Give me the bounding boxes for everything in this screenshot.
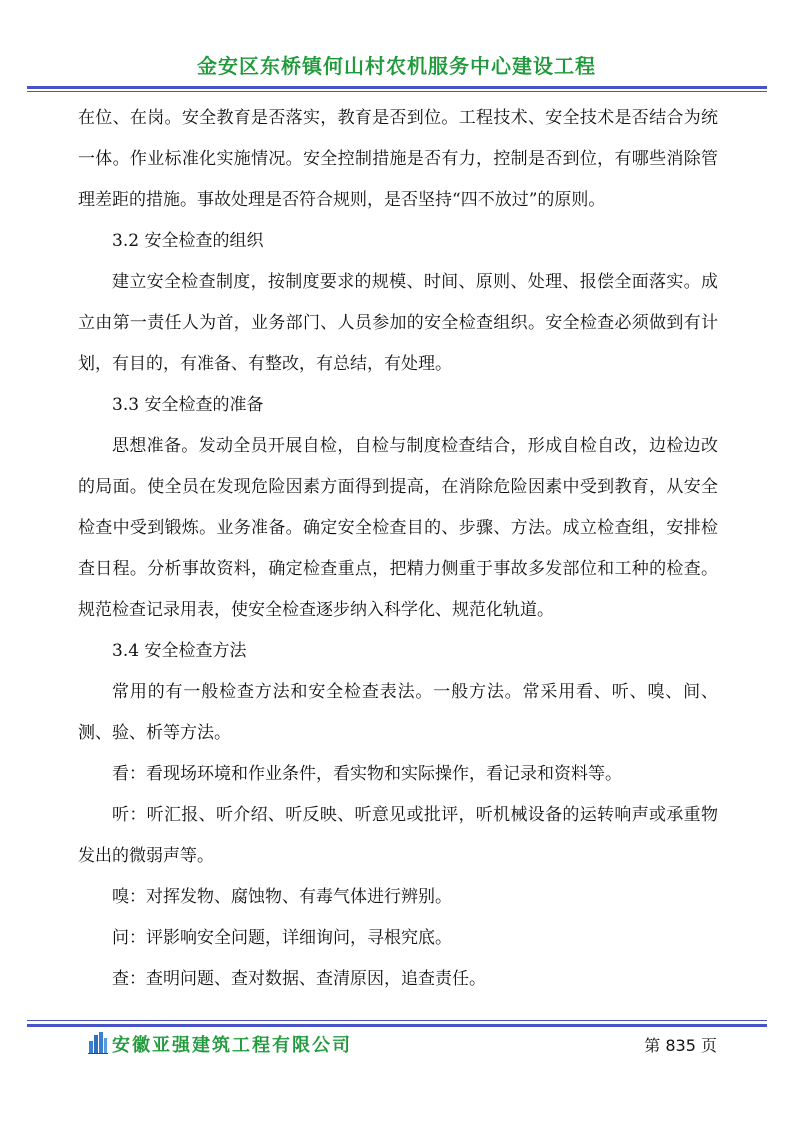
header-rule-thin <box>27 91 767 92</box>
paragraph-methods: 常用的有一般检查方法和安全检查表法。一般方法。常采用看、听、嗅、间、测、验、析等方法。 <box>78 682 718 743</box>
section-heading-3-3: 3.3 安全检查的准备 <box>112 395 264 415</box>
paragraph-look: 看：看现场环境和作业条件，看实物和实际操作，看记录和资料等。 <box>112 764 622 784</box>
building-logo-icon <box>88 1032 108 1054</box>
page-footer <box>0 1030 793 1060</box>
footer-rule-thick <box>27 1024 767 1027</box>
section-heading-3-4: 3.4 安全检查方法 <box>112 641 247 661</box>
section-heading-3-2: 3.2 安全检查的组织 <box>112 231 264 251</box>
document-title: 金安区东桥镇何山村农机服务中心建设工程 <box>197 54 596 78</box>
paragraph-preparation: 思想准备。发动全员开展自检，自检与制度检查结合，形成自检自改，边检边改的局面。使全员在发现危险因素方面得到提高，在消除危险因素中受到教育，从安全检查中受到锻炼。业务准备。确定安全检查目的、步骤、方法。成立检查组，安排检查日程。分析事故资料，确定检查重点，把精力侧重于事故多发部位和工种的检查。规范检查记录用表，使安全检查逐步纳入科学化、规范化轨道。 <box>78 436 718 620</box>
paragraph-organization: 建立安全检查制度，按制度要求的规模、时间、原则、处理、报偿全面落实。成立由第一责任人为首，业务部门、人员参加的安全检查组织。安全检查必须做到有计划，有目的，有准备、有整改，有总结，有处理。 <box>78 272 718 374</box>
paragraph-smell: 嗅：对挥发物、腐蚀物、有毒气体进行辨别。 <box>112 887 452 907</box>
paragraph-ask: 问：评影响安全问题，详细询问，寻根究底。 <box>112 928 452 948</box>
company-name: 安徽亚强建筑工程有限公司 <box>112 1035 352 1056</box>
document-body <box>78 98 718 1000</box>
page-number: 第 835 页 <box>644 1036 717 1055</box>
paragraph-continued: 在位、在岗。安全教育是否落实，教育是否到位。工程技术、安全技术是否结合为统一体。作业标准化实施情况。安全控制措施是否有力，控制是否到位，有哪些消除管理差距的措施。事故处理是否符合规则，是否坚持“四不放过”的原则。 <box>78 108 718 210</box>
paragraph-check: 查：查明问题、查对数据、查清原因，追查责任。 <box>112 969 486 989</box>
paragraph-listen: 听：听汇报、听介绍、听反映、听意见或批评，听机械设备的运转响声或承重物发出的微弱声等。 <box>78 805 718 866</box>
page-header <box>0 50 793 79</box>
header-rule-thick <box>27 86 767 89</box>
footer-rule-thin <box>27 1020 767 1021</box>
